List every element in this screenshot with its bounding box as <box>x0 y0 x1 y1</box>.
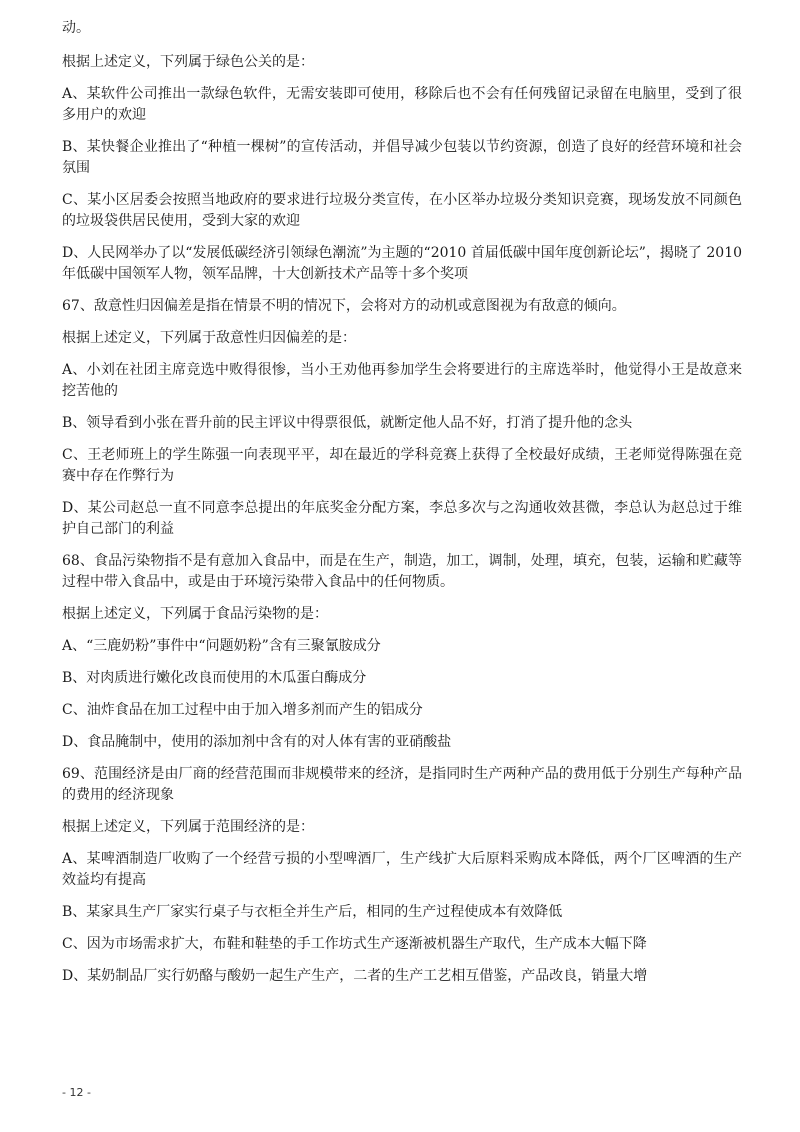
option-c: C、某小区居委会按照当地政府的要求进行垃圾分类宣传，在小区举办垃圾分类知识竞赛，现场发放不同颜色的垃圾袋供居民使用，受到大家的欢迎 <box>62 192 742 229</box>
question-68-definition: 68、食品污染物指不是有意加入食品中，而是在生产，制造，加工，调制，处理，填充，包装，运输和贮藏等过程中带入食品中，或是由于环境污染带入食品中的任何物质。 <box>62 553 742 590</box>
option-a: A、“三鹿奶粉”事件中“问题奶粉”含有三聚氰胺成分 <box>62 638 381 654</box>
question-69-definition: 69、范围经济是由厂商的经营范围而非规模带来的经济，是指同时生产两种产品的费用低于分别生产每种产品的费用的经济现象 <box>62 766 742 803</box>
question-prompt: 根据上述定义，下列属于敌意性归因偏差的是： <box>62 330 356 346</box>
paragraph-continuation: 动。 <box>62 20 90 36</box>
option-d: D、某奶制品厂实行奶酪与酸奶一起生产生产，二者的生产工艺相互借鉴，产品改良，销量大增 <box>62 968 648 984</box>
option-d: D、食品腌制中，使用的添加剂中含有的对人体有害的亚硝酸盐 <box>62 734 452 750</box>
option-d: D、人民网举办了以“发展低碳经济引领绿色潮流”为主题的“2010 首届低碳中国年度创新论坛”，揭晓了 2010 年低碳中国领军人物，领军品牌，十大创新技术产品等十多个奖项 <box>62 245 743 282</box>
question-prompt: 根据上述定义，下列属于范围经济的是： <box>62 819 314 835</box>
option-b: B、对肉质进行嫩化改良而使用的木瓜蛋白酶成分 <box>62 670 367 686</box>
question-prompt: 根据上述定义，下列属于食品污染物的是： <box>62 606 328 622</box>
page-number: - 12 - <box>62 1086 91 1099</box>
question-67-definition: 67、敌意性归因偏差是指在情景不明的情况下，会将对方的动机或意图视为有敌意的倾向。 <box>62 298 626 314</box>
option-b: B、某家具生产厂家实行桌子与衣柜全并生产后，相同的生产过程使成本有效降低 <box>62 904 563 920</box>
option-c: C、王老师班上的学生陈强一向表现平平，却在最近的学科竞赛上获得了全校最好成绩，王老师觉得陈强在竞赛中存在作弊行为 <box>62 447 742 484</box>
document-page <box>62 18 742 998</box>
option-c: C、油炸食品在加工过程中由于加入增多剂而产生的铝成分 <box>62 702 423 718</box>
option-c: C、因为市场需求扩大，布鞋和鞋垫的手工作坊式生产逐渐被机器生产取代，生产成本大幅下降 <box>62 936 647 952</box>
question-prompt: 根据上述定义，下列属于绿色公关的是： <box>62 54 314 70</box>
option-d: D、某公司赵总一直不同意李总提出的年底奖金分配方案，李总多次与之沟通收效甚微，李总认为赵总过于维护自己部门的利益 <box>62 500 742 537</box>
option-b: B、某快餐企业推出了“种植一棵树”的宣传活动，并倡导减少包装以节约资源，创造了良好的经营环境和社会氛围 <box>62 139 742 176</box>
option-b: B、领导看到小张在晋升前的民主评议中得票很低，就断定他人品不好，打消了提升他的念头 <box>62 415 633 431</box>
option-a: A、某软件公司推出一款绿色软件，无需安装即可使用，移除后也不会有任何残留记录留在电脑里，受到了很多用户的欢迎 <box>62 86 742 123</box>
option-a: A、小刘在社团主席竞选中败得很惨，当小王劝他再参加学生会将要进行的主席选举时，他觉得小王是故意来挖苦他的 <box>62 362 742 399</box>
option-a: A、某啤酒制造厂收购了一个经营亏损的小型啤酒厂，生产线扩大后原料采购成本降低，两个厂区啤酒的生产效益均有提高 <box>62 851 742 888</box>
